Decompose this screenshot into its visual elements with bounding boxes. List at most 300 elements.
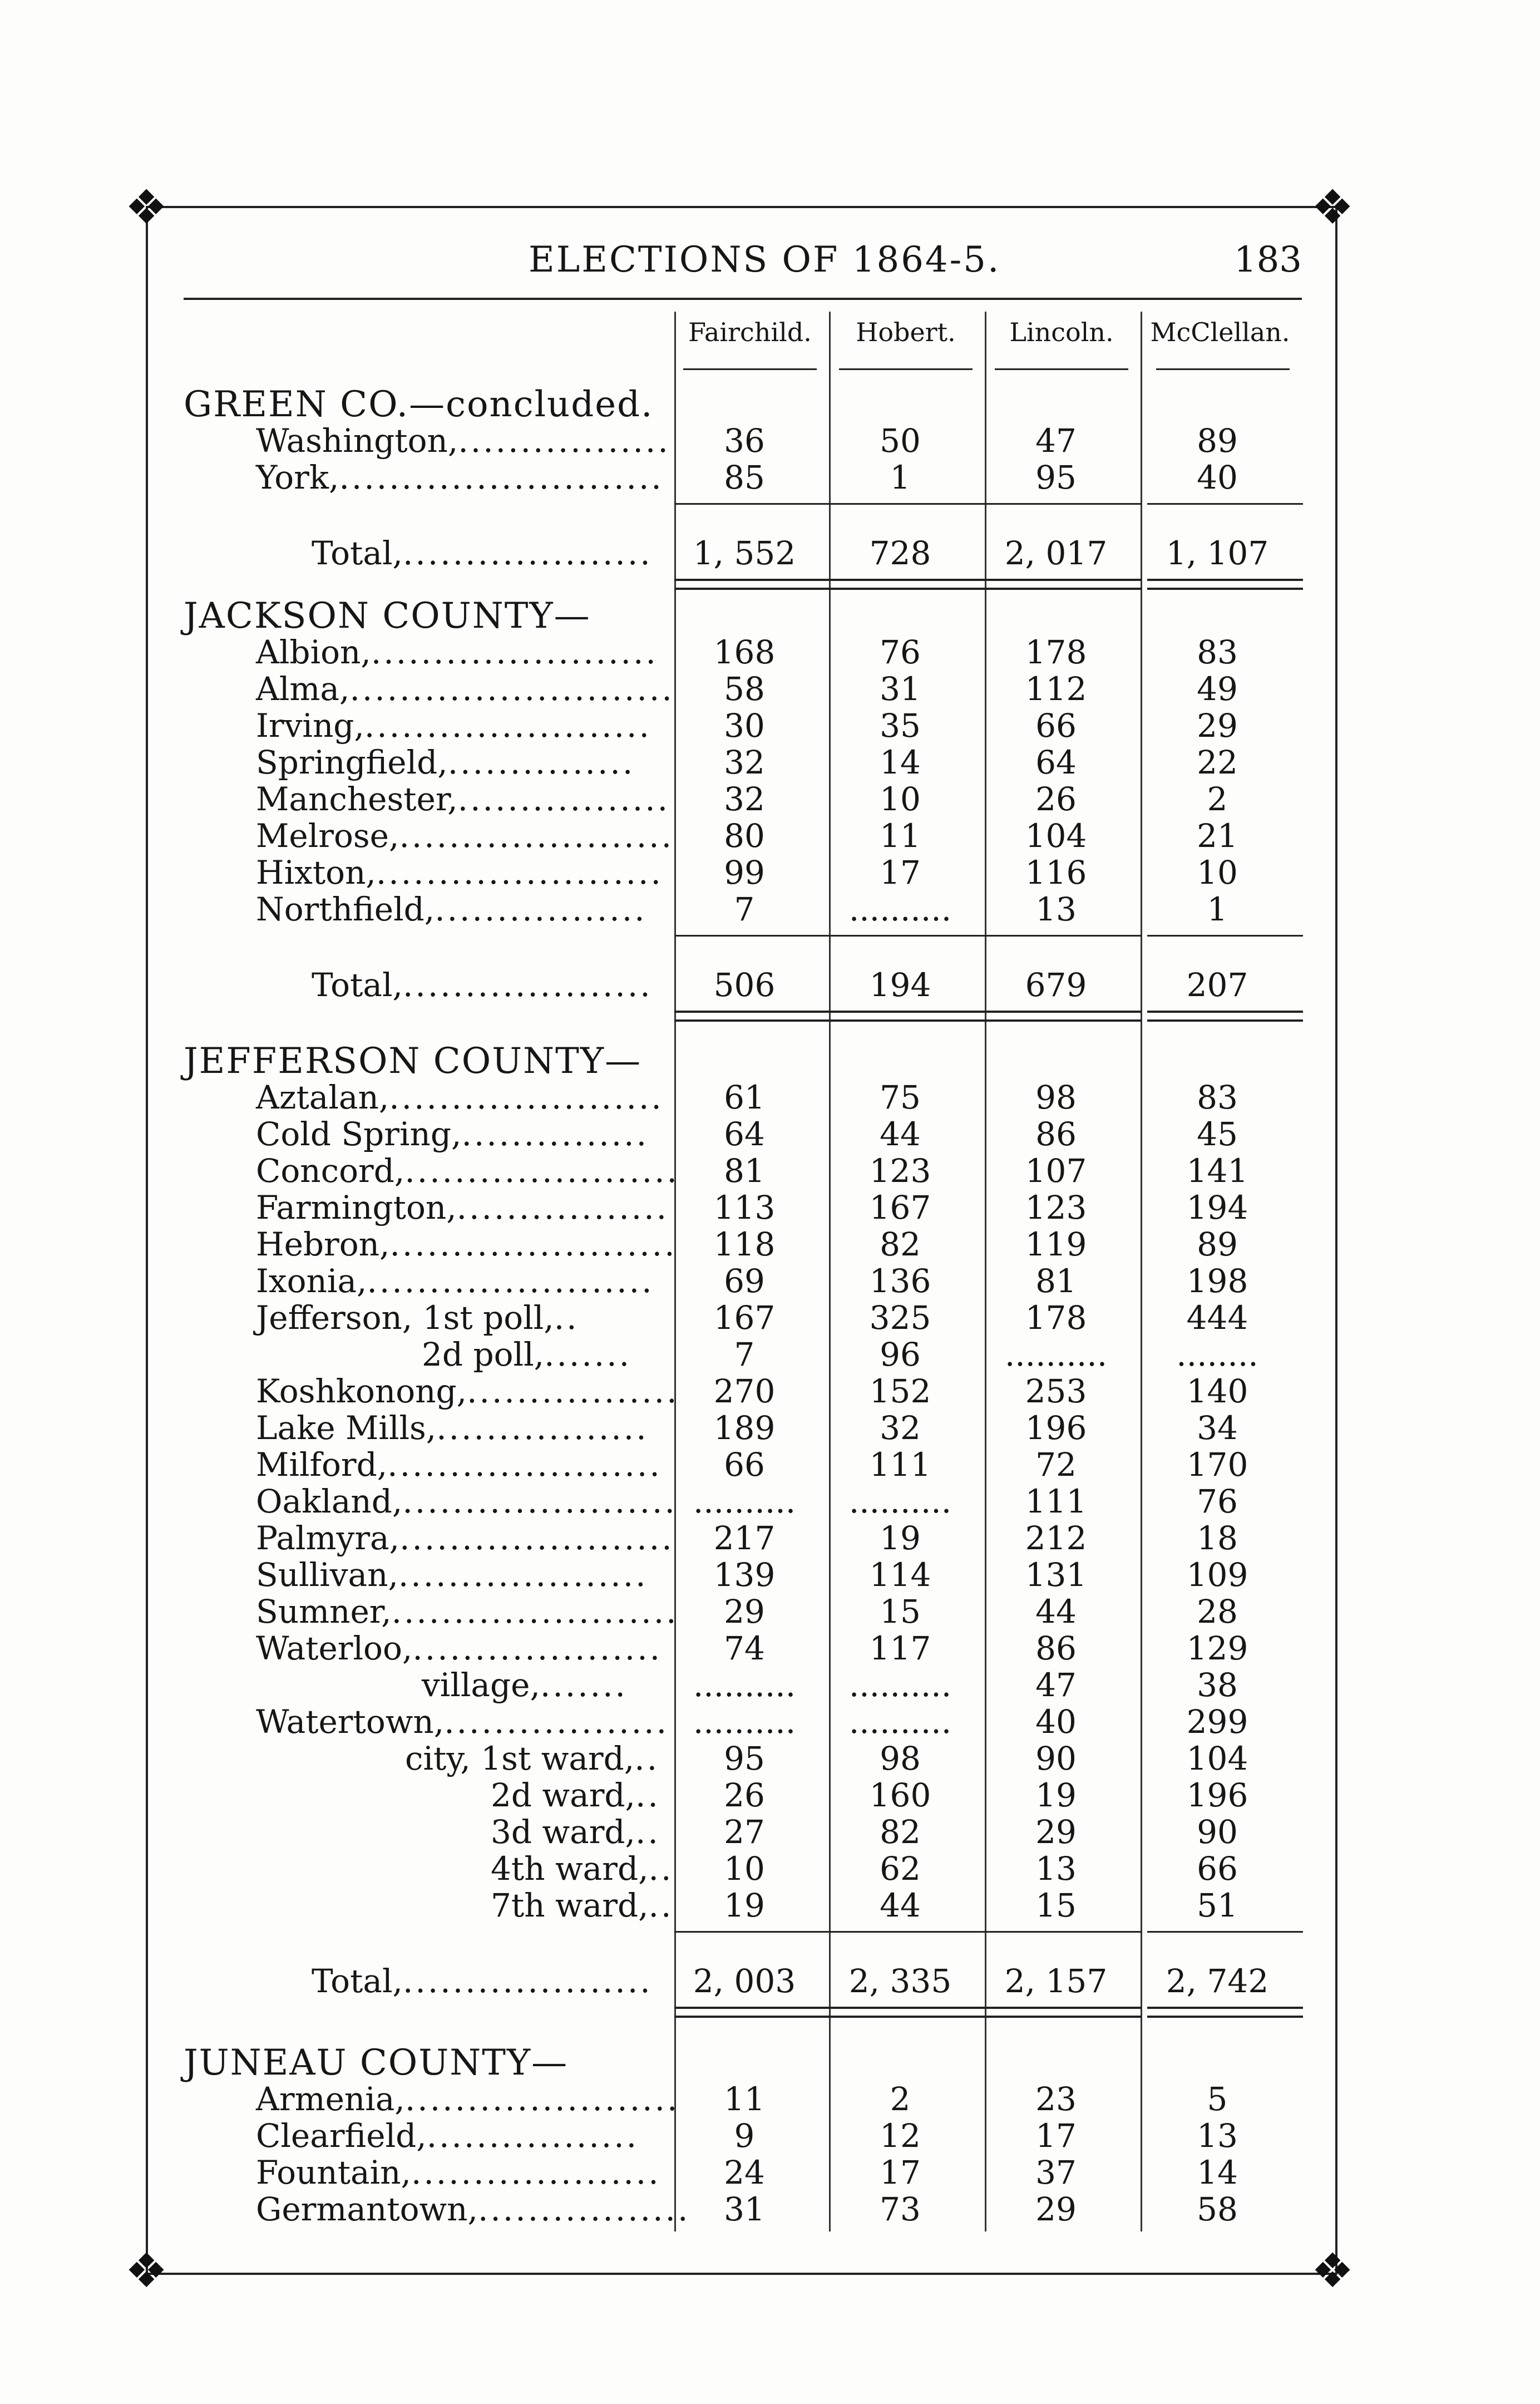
cell-value: 196	[1186, 1776, 1248, 1814]
total-value: 2, 742	[1166, 1962, 1269, 2000]
row-name: Sumner,	[256, 1593, 392, 1630]
row-label	[256, 1519, 674, 1557]
table-row	[0, 1262, 1540, 1299]
total-label-text: Total,	[312, 966, 403, 1004]
leader-dots: ......................	[404, 1152, 679, 1190]
cell-value: 118	[713, 1225, 776, 1263]
total-double-rule	[1147, 579, 1303, 590]
total-double-rule	[830, 579, 986, 590]
cell-value: 167	[869, 1189, 931, 1226]
row-label	[256, 780, 670, 818]
cell-value: 32	[724, 743, 765, 781]
cell-value: 50	[880, 422, 921, 460]
row-label	[256, 1189, 669, 1226]
total-rule	[674, 935, 830, 937]
row-name: Oakland,	[256, 1482, 403, 1520]
cell-value: 116	[1025, 854, 1087, 891]
row-label	[491, 1886, 673, 1924]
cell-value: 24	[724, 2154, 765, 2191]
leader-dots: ..	[635, 1813, 660, 1851]
table-row	[0, 1299, 1540, 1336]
cell-value: 141	[1186, 1152, 1248, 1190]
cell-value: 30	[724, 707, 765, 745]
cell-value: 217	[713, 1519, 776, 1557]
leader-dots: ..	[648, 1850, 674, 1888]
cell-value: 444	[1186, 1299, 1248, 1337]
cell-value: 22	[1197, 743, 1238, 781]
cell-value: 13	[1035, 1850, 1077, 1888]
row-name: 2d ward,	[491, 1776, 635, 1814]
row-label	[256, 2080, 679, 2118]
cell-value: 34	[1197, 1409, 1238, 1447]
ornament-bottom-left-icon: ❖	[125, 2243, 168, 2299]
section-title: JACKSON COUNTY—	[184, 595, 591, 637]
row-name: Lake Mills,	[256, 1409, 437, 1447]
row-label	[422, 1336, 631, 1373]
total-row	[0, 966, 1540, 1003]
leader-dots: ..........................	[349, 670, 674, 708]
cell-value: 73	[880, 2190, 921, 2228]
row-name: Germantown,	[256, 2190, 478, 2228]
table-row	[0, 1850, 1540, 1886]
cell-value: 136	[869, 1262, 931, 1300]
cell-value: 170	[1186, 1446, 1248, 1484]
cell-value: 81	[1035, 1262, 1077, 1300]
cell-value: 31	[724, 2190, 765, 2228]
cell-value: 47	[1035, 1666, 1077, 1704]
cell-value: 27	[724, 1813, 765, 1851]
row-name: Aztalan,	[256, 1078, 389, 1116]
table-row	[0, 670, 1540, 707]
table-row	[0, 707, 1540, 743]
row-name: Manchester,	[256, 780, 458, 818]
leader-dots: ..................	[444, 1703, 669, 1741]
row-label	[256, 1372, 679, 1410]
table-row	[0, 1593, 1540, 1629]
row-label	[256, 459, 664, 496]
cell-value: 9	[734, 2117, 755, 2155]
cell-value: 29	[1197, 707, 1238, 745]
cell-value: 19	[1035, 1776, 1077, 1814]
table-row	[0, 633, 1540, 670]
cell-value: 35	[880, 707, 921, 745]
row-name: Clearfield,	[256, 2117, 427, 2155]
cell-value: 104	[1186, 1740, 1248, 1777]
leader-dots: ....................	[402, 534, 653, 572]
row-label	[256, 2117, 639, 2155]
table-row	[0, 459, 1540, 495]
cell-value: 36	[724, 422, 765, 460]
table-row	[0, 854, 1540, 890]
cell-value: ..........	[848, 1703, 952, 1741]
column-header-hobert: Hobert.	[856, 317, 956, 347]
total-row	[0, 1962, 1540, 1999]
cell-value: 17	[880, 2154, 921, 2191]
cell-value: 1	[890, 459, 911, 496]
cell-value: 64	[1035, 743, 1077, 781]
row-label	[405, 1740, 659, 1777]
cell-value: 99	[724, 854, 765, 891]
column-header-mcclellan: McClellan.	[1150, 317, 1290, 347]
cell-value: 15	[1035, 1886, 1077, 1924]
column-header-rule	[995, 368, 1128, 370]
leader-dots: .......................	[389, 1225, 677, 1263]
leader-dots: ....................	[412, 1629, 663, 1667]
leader-dots: ..	[635, 1776, 660, 1814]
table-row	[0, 2117, 1540, 2154]
cell-value: 152	[869, 1372, 931, 1410]
cell-value: 168	[713, 633, 776, 671]
table-row	[0, 1372, 1540, 1409]
row-label	[256, 2190, 690, 2228]
cell-value: 270	[713, 1372, 776, 1410]
ornament-top-left-icon: ❖	[125, 180, 168, 235]
leader-dots: .......................	[367, 1262, 654, 1300]
cell-value: 14	[1197, 2154, 1238, 2191]
leader-dots: ..	[554, 1299, 579, 1337]
table-row	[0, 2190, 1540, 2227]
leader-dots: .................	[457, 780, 670, 818]
leader-dots: ....................	[398, 1556, 648, 1594]
leader-dots: .......	[544, 1336, 632, 1373]
total-rule	[674, 1931, 830, 1933]
cell-value: 194	[1186, 1189, 1248, 1226]
leader-dots: .......	[540, 1666, 628, 1704]
cell-value: 2	[1207, 780, 1228, 818]
cell-value: 37	[1035, 2154, 1077, 2191]
row-label	[256, 1593, 679, 1630]
row-name: Ixonia,	[256, 1262, 367, 1300]
leader-dots: ......................	[399, 1519, 674, 1557]
leader-dots: ...............	[447, 743, 635, 781]
cell-value: 40	[1035, 1703, 1077, 1741]
cell-value: 76	[880, 633, 921, 671]
cell-value: 167	[713, 1299, 776, 1337]
table-row	[0, 1225, 1540, 1262]
row-name: Fountain,	[256, 2154, 411, 2191]
cell-value: 10	[724, 1850, 765, 1888]
cell-value: 90	[1035, 1740, 1077, 1777]
cell-value: 253	[1025, 1372, 1087, 1410]
section-title: JEFFERSON COUNTY—	[184, 1041, 642, 1082]
cell-value: 31	[880, 670, 921, 708]
leader-dots: ......................	[402, 1482, 677, 1520]
total-value: 728	[869, 534, 931, 572]
total-double-rule	[986, 1011, 1142, 1022]
cell-value: 90	[1197, 1813, 1238, 1851]
cell-value: 69	[724, 1262, 765, 1300]
page-number: 183	[1233, 239, 1302, 280]
cell-value: 11	[880, 817, 921, 855]
ornament-top-right-icon: ❖	[1311, 180, 1354, 235]
table-row	[0, 2080, 1540, 2117]
cell-value: 66	[1035, 707, 1077, 745]
table-row	[0, 780, 1540, 817]
cell-value: 80	[724, 817, 765, 855]
row-name: 4th ward,	[491, 1850, 649, 1888]
row-name: Springfield,	[256, 743, 448, 781]
table-row	[0, 1336, 1540, 1372]
cell-value: 45	[1197, 1115, 1238, 1153]
cell-value: 82	[880, 1813, 921, 1851]
row-label	[256, 1482, 677, 1520]
cell-value: 15	[880, 1593, 921, 1630]
row-label	[256, 1703, 669, 1741]
cell-value: 26	[1035, 780, 1077, 818]
column-header-fairchild: Fairchild.	[688, 317, 812, 347]
row-label	[256, 890, 647, 928]
cell-value: 26	[724, 1776, 765, 1814]
cell-value: 66	[1197, 1850, 1238, 1888]
total-value: 1, 107	[1166, 534, 1269, 572]
total-rule	[986, 503, 1142, 505]
leader-dots: ....................	[411, 2154, 661, 2191]
cell-value: 12	[880, 2117, 921, 2155]
row-label	[256, 2154, 661, 2191]
total-double-rule	[1147, 1011, 1303, 1022]
cell-value: 28	[1197, 1593, 1238, 1630]
cell-value: 1	[1207, 890, 1228, 928]
cell-value: 109	[1186, 1556, 1248, 1594]
row-label	[256, 1556, 648, 1594]
total-value: 2, 017	[1004, 534, 1108, 572]
cell-value: 2	[890, 2080, 911, 2118]
cell-value: 113	[713, 1189, 776, 1226]
table-row	[0, 1189, 1540, 1225]
table-row	[0, 1703, 1540, 1740]
cell-value: 111	[1025, 1482, 1087, 1520]
cell-value: 131	[1025, 1556, 1087, 1594]
total-double-rule	[674, 2007, 830, 2018]
cell-value: 129	[1186, 1629, 1248, 1667]
cell-value: 17	[880, 854, 921, 891]
header-rule	[184, 298, 1302, 300]
cell-value: 19	[724, 1886, 765, 1924]
row-label	[256, 1262, 654, 1300]
cell-value: 19	[880, 1519, 921, 1557]
leader-dots: ......................	[399, 817, 674, 855]
leader-dots: ...............	[461, 1115, 649, 1153]
cell-value: ..........	[848, 1482, 952, 1520]
cell-value: ........	[1176, 1336, 1258, 1373]
table-row	[0, 1886, 1540, 1923]
cell-value: 86	[1035, 1629, 1077, 1667]
cell-value: 76	[1197, 1482, 1238, 1520]
row-label	[256, 1629, 662, 1667]
cell-value: 72	[1035, 1446, 1077, 1484]
cell-value: 58	[1197, 2190, 1238, 2228]
row-name: Hebron,	[256, 1225, 390, 1263]
table-row	[0, 2154, 1540, 2190]
row-name: Concord,	[256, 1152, 405, 1190]
table-row	[0, 890, 1540, 927]
cell-value: 66	[724, 1446, 765, 1484]
section-title: GREEN CO.—concluded.	[184, 384, 654, 425]
total-row	[0, 534, 1540, 571]
cell-value: 38	[1197, 1666, 1238, 1704]
table-row	[0, 743, 1540, 780]
row-name: Northfield,	[256, 890, 435, 928]
column-header-rule	[683, 368, 817, 370]
leader-dots: .......................	[371, 633, 658, 671]
cell-value: 123	[869, 1152, 931, 1190]
cell-value: 85	[724, 459, 765, 496]
row-label	[256, 1299, 579, 1337]
cell-value: 75	[880, 1078, 921, 1116]
row-name: city, 1st ward,	[405, 1740, 635, 1777]
total-rule	[830, 935, 986, 937]
leader-dots: .......................	[364, 707, 651, 745]
cell-value: 89	[1197, 422, 1238, 460]
cell-value: 139	[713, 1556, 776, 1594]
cell-value: ..........	[848, 1666, 952, 1704]
cell-value: 29	[1035, 1813, 1077, 1851]
cell-value: 58	[724, 670, 765, 708]
cell-value: 83	[1197, 633, 1238, 671]
cell-value: 18	[1197, 1519, 1238, 1557]
cell-value: 178	[1025, 1299, 1087, 1337]
cell-value: 32	[724, 780, 765, 818]
table-row	[0, 1115, 1540, 1152]
cell-value: 49	[1197, 670, 1238, 708]
cell-value: 10	[1197, 854, 1238, 891]
row-name: Jefferson, 1st poll,	[256, 1299, 554, 1337]
row-name: village,	[422, 1666, 540, 1704]
cell-value: 10	[880, 780, 921, 818]
row-name: Cold Spring,	[256, 1115, 462, 1153]
table-row	[0, 422, 1540, 459]
section-title: JUNEAU COUNTY—	[184, 2042, 569, 2083]
total-double-rule	[830, 2007, 986, 2018]
total-value: 194	[869, 966, 931, 1004]
total-rule	[1147, 935, 1303, 937]
cell-value: 117	[869, 1629, 931, 1667]
column-headers	[0, 306, 1540, 373]
row-name: Palmyra,	[256, 1519, 400, 1557]
cell-value: 325	[869, 1299, 931, 1337]
row-label	[256, 1446, 662, 1484]
cell-value: 32	[880, 1409, 921, 1447]
total-double-rule	[674, 1011, 830, 1022]
row-name: Alma,	[256, 670, 350, 708]
total-label-text: Total,	[312, 1962, 403, 2000]
row-name: 2d poll,	[422, 1336, 545, 1373]
cell-value: 44	[880, 1886, 921, 1924]
total-rule	[986, 1931, 1142, 1933]
cell-value: 29	[1035, 2190, 1077, 2228]
table-row	[0, 1776, 1540, 1813]
table-row	[0, 1666, 1540, 1703]
cell-value: 11	[724, 2080, 765, 2118]
table-row	[0, 1556, 1540, 1593]
leader-dots: .................	[477, 2190, 690, 2228]
cell-value: 14	[880, 743, 921, 781]
row-label	[256, 1115, 649, 1153]
cell-value: 7	[734, 890, 755, 928]
table-row	[0, 1813, 1540, 1850]
cell-value: 198	[1186, 1262, 1248, 1300]
cell-value: ..........	[848, 890, 952, 928]
cell-value: 51	[1197, 1886, 1238, 1924]
cell-value: 178	[1025, 633, 1087, 671]
column-header-lincoln: Lincoln.	[1009, 317, 1114, 347]
column-header-rule	[1156, 368, 1290, 370]
cell-value: ..........	[1004, 1336, 1108, 1373]
table-row	[0, 1629, 1540, 1666]
row-name: Irving,	[256, 707, 364, 745]
row-name: Watertown,	[256, 1703, 445, 1741]
cell-value: 212	[1025, 1519, 1087, 1557]
leader-dots: ......................	[404, 2080, 680, 2118]
leader-dots: ..........................	[339, 459, 664, 496]
cell-value: 81	[724, 1152, 765, 1190]
cell-value: 64	[724, 1115, 765, 1153]
total-double-rule	[1147, 2007, 1303, 2018]
row-label	[491, 1776, 660, 1814]
cell-value: 62	[880, 1850, 921, 1888]
row-name: Armenia,	[256, 2080, 405, 2118]
row-name: York,	[256, 459, 339, 496]
cell-value: 196	[1025, 1409, 1087, 1447]
total-double-rule	[986, 2007, 1142, 2018]
row-label	[256, 1225, 677, 1263]
total-value: 2, 335	[848, 1962, 952, 2000]
row-name: Koshkonong,	[256, 1372, 467, 1410]
leader-dots: ....................	[402, 966, 653, 1004]
total-double-rule	[674, 579, 830, 590]
leader-dots: .................	[436, 1409, 649, 1447]
cell-value: 104	[1025, 817, 1087, 855]
cell-value: 29	[724, 1593, 765, 1630]
cell-value: 98	[880, 1740, 921, 1777]
ornament-bottom-right-icon: ❖	[1311, 2243, 1354, 2299]
table-row	[0, 1446, 1540, 1482]
cell-value: 140	[1186, 1372, 1248, 1410]
cell-value: 13	[1035, 890, 1077, 928]
cell-value: 40	[1197, 459, 1238, 496]
leader-dots: .................	[456, 1189, 669, 1226]
table-row	[0, 817, 1540, 854]
total-rule	[830, 503, 986, 505]
row-label	[491, 1813, 660, 1851]
row-name: Washington,	[256, 422, 458, 460]
page-title: ELECTIONS OF 1864-5.	[529, 239, 1001, 280]
cell-value: 123	[1025, 1189, 1087, 1226]
table-row	[0, 1740, 1540, 1776]
row-label	[256, 1409, 649, 1447]
total-rule	[1147, 503, 1303, 505]
cell-value: 13	[1197, 2117, 1238, 2155]
total-double-rule	[986, 579, 1142, 590]
leader-dots: .................	[467, 1372, 679, 1410]
leader-dots: ..	[634, 1740, 660, 1777]
row-label	[256, 633, 658, 671]
row-label	[491, 1850, 673, 1888]
leader-dots: ..	[648, 1886, 674, 1924]
cell-value: 7	[734, 1336, 755, 1373]
row-name: Hixton,	[256, 854, 376, 891]
total-label	[312, 534, 653, 572]
cell-value: 119	[1025, 1225, 1087, 1263]
table-row	[0, 1152, 1540, 1189]
leader-dots: ......................	[389, 1078, 664, 1116]
total-value: 2, 157	[1004, 1962, 1108, 2000]
row-label	[422, 1666, 628, 1704]
cell-value: ..........	[693, 1482, 796, 1520]
total-double-rule	[830, 1011, 986, 1022]
cell-value: 89	[1197, 1225, 1238, 1263]
cell-value: 61	[724, 1078, 765, 1116]
